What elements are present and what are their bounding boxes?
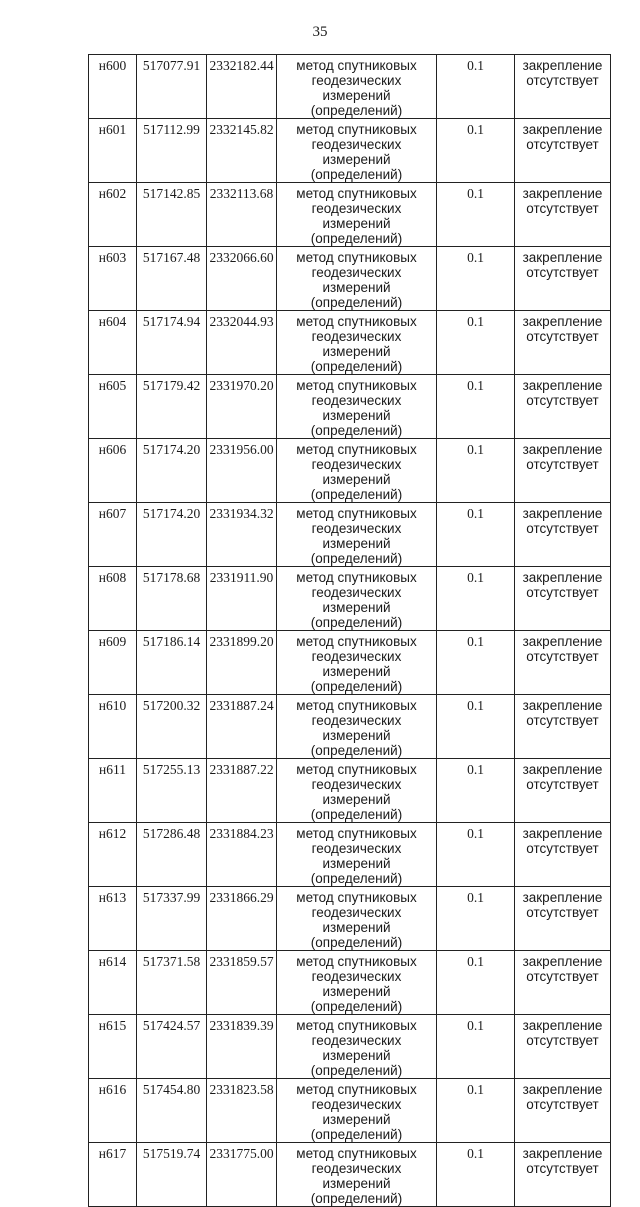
fixation-line: отсутствует [526,777,599,792]
coordinates-table-body [89,55,611,1207]
point-id-cell: н614 [89,951,137,1015]
method-line: геодезических измерений [311,713,402,743]
point-id-cell: н603 [89,247,137,311]
x-coordinate-cell: 517519.74 [137,1143,207,1207]
table-row [89,311,611,375]
y-coordinate-cell: 2331887.22 [207,759,277,823]
table-row [89,887,611,951]
point-id-cell: н609 [89,631,137,695]
table-row [89,759,611,823]
y-coordinate-cell: 2331823.58 [207,1079,277,1143]
fixation-line: закрепление [522,826,603,841]
method-line: метод спутниковых [296,826,417,841]
fixation-line: отсутствует [526,521,599,536]
fixation-line: закрепление [522,762,603,777]
method-line: геодезических измерений [311,585,402,615]
method-cell [277,439,437,503]
accuracy-cell: 0.1 [437,567,515,631]
method-cell [277,759,437,823]
accuracy-cell: 0.1 [437,311,515,375]
method-line: геодезических измерений [311,969,402,999]
page-number: 35 [312,24,328,40]
fixation-line: закрепление [522,122,603,137]
method-cell [277,1079,437,1143]
accuracy-cell: 0.1 [437,1143,515,1207]
point-id-cell: н617 [89,1143,137,1207]
accuracy-cell: 0.1 [437,695,515,759]
x-coordinate-cell: 517255.13 [137,759,207,823]
x-coordinate-cell: 517454.80 [137,1079,207,1143]
method-cell [277,631,437,695]
table-row [89,1015,611,1079]
table-row [89,695,611,759]
fixation-cell [515,951,611,1015]
point-id-cell: н608 [89,567,137,631]
coordinates-table [88,54,611,1207]
table-row [89,1143,611,1207]
method-line: (определений) [310,807,403,822]
method-line: метод спутниковых [296,1146,417,1161]
point-id-cell: н613 [89,887,137,951]
table-row [89,1079,611,1143]
fixation-line: отсутствует [526,649,599,664]
y-coordinate-cell: 2331934.32 [207,503,277,567]
fixation-line: закрепление [522,1018,603,1033]
accuracy-cell: 0.1 [437,119,515,183]
accuracy-cell: 0.1 [437,375,515,439]
method-line: метод спутниковых [296,442,417,457]
fixation-cell [515,759,611,823]
fixation-line: отсутствует [526,73,599,88]
y-coordinate-cell: 2331911.90 [207,567,277,631]
method-line: метод спутниковых [296,570,417,585]
x-coordinate-cell: 517112.99 [137,119,207,183]
fixation-line: отсутствует [526,905,599,920]
accuracy-cell: 0.1 [437,759,515,823]
table-row [89,439,611,503]
fixation-line: отсутствует [526,329,599,344]
method-line: геодезических измерений [311,1033,402,1063]
y-coordinate-cell: 2332182.44 [207,55,277,119]
fixation-cell [515,823,611,887]
method-line: геодезических измерений [311,265,402,295]
method-line: метод спутниковых [296,634,417,649]
method-line: (определений) [310,103,403,118]
method-line: метод спутниковых [296,314,417,329]
method-line: метод спутниковых [296,58,417,73]
method-line: метод спутниковых [296,954,417,969]
method-cell [277,1143,437,1207]
point-id-cell: н616 [89,1079,137,1143]
x-coordinate-cell: 517179.42 [137,375,207,439]
y-coordinate-cell: 2332066.60 [207,247,277,311]
table-row [89,183,611,247]
fixation-line: закрепление [522,506,603,521]
fixation-line: закрепление [522,442,603,457]
y-coordinate-cell: 2331866.29 [207,887,277,951]
x-coordinate-cell: 517424.57 [137,1015,207,1079]
point-id-cell: н601 [89,119,137,183]
fixation-cell [515,567,611,631]
method-cell [277,951,437,1015]
fixation-line: закрепление [522,378,603,393]
fixation-cell [515,119,611,183]
method-line: (определений) [310,743,403,758]
fixation-line: закрепление [522,634,603,649]
fixation-cell [515,247,611,311]
fixation-line: отсутствует [526,841,599,856]
method-line: геодезических измерений [311,201,402,231]
point-id-cell: н611 [89,759,137,823]
accuracy-cell: 0.1 [437,183,515,247]
fixation-line: закрепление [522,570,603,585]
method-line: геодезических измерений [311,1097,402,1127]
y-coordinate-cell: 2332044.93 [207,311,277,375]
method-cell [277,567,437,631]
accuracy-cell: 0.1 [437,631,515,695]
fixation-line: закрепление [522,1146,603,1161]
x-coordinate-cell: 517174.94 [137,311,207,375]
point-id-cell: н605 [89,375,137,439]
fixation-line: отсутствует [526,137,599,152]
method-line: (определений) [310,359,403,374]
y-coordinate-cell: 2331775.00 [207,1143,277,1207]
method-cell [277,1015,437,1079]
fixation-line: отсутствует [526,1033,599,1048]
accuracy-cell: 0.1 [437,503,515,567]
method-line: геодезических измерений [311,73,402,103]
point-id-cell: н600 [89,55,137,119]
method-line: метод спутниковых [296,698,417,713]
fixation-cell [515,375,611,439]
table-row [89,119,611,183]
accuracy-cell: 0.1 [437,55,515,119]
fixation-line: отсутствует [526,969,599,984]
method-line: (определений) [310,1127,403,1142]
accuracy-cell: 0.1 [437,439,515,503]
point-id-cell: н610 [89,695,137,759]
method-line: метод спутниковых [296,378,417,393]
y-coordinate-cell: 2331970.20 [207,375,277,439]
fixation-line: отсутствует [526,393,599,408]
method-line: геодезических измерений [311,457,402,487]
fixation-line: отсутствует [526,265,599,280]
point-id-cell: н602 [89,183,137,247]
fixation-cell [515,1079,611,1143]
method-cell [277,55,437,119]
table-row [89,823,611,887]
method-line: геодезических измерений [311,521,402,551]
method-line: (определений) [310,231,403,246]
fixation-line: закрепление [522,698,603,713]
accuracy-cell: 0.1 [437,1015,515,1079]
method-cell [277,887,437,951]
y-coordinate-cell: 2331839.39 [207,1015,277,1079]
method-line: (определений) [310,1063,403,1078]
fixation-line: отсутствует [526,457,599,472]
fixation-line: отсутствует [526,201,599,216]
method-line: (определений) [310,999,403,1014]
fixation-line: закрепление [522,58,603,73]
table-row [89,951,611,1015]
method-line: метод спутниковых [296,762,417,777]
accuracy-cell: 0.1 [437,823,515,887]
fixation-line: отсутствует [526,1097,599,1112]
method-line: геодезических измерений [311,777,402,807]
method-cell [277,823,437,887]
fixation-cell [515,887,611,951]
accuracy-cell: 0.1 [437,887,515,951]
fixation-cell [515,503,611,567]
x-coordinate-cell: 517286.48 [137,823,207,887]
method-line: геодезических измерений [311,649,402,679]
fixation-line: отсутствует [526,1161,599,1176]
method-line: геодезических измерений [311,393,402,423]
method-cell [277,247,437,311]
x-coordinate-cell: 517142.85 [137,183,207,247]
x-coordinate-cell: 517371.58 [137,951,207,1015]
fixation-line: отсутствует [526,585,599,600]
point-id-cell: н607 [89,503,137,567]
fixation-line: закрепление [522,890,603,905]
fixation-line: отсутствует [526,713,599,728]
point-id-cell: н612 [89,823,137,887]
method-line: (определений) [310,295,403,310]
point-id-cell: н604 [89,311,137,375]
method-line: метод спутниковых [296,186,417,201]
x-coordinate-cell: 517077.91 [137,55,207,119]
method-line: метод спутниковых [296,890,417,905]
fixation-cell [515,631,611,695]
table-row [89,567,611,631]
method-line: геодезических измерений [311,329,402,359]
x-coordinate-cell: 517337.99 [137,887,207,951]
method-line: геодезических измерений [311,1161,402,1191]
x-coordinate-cell: 517174.20 [137,439,207,503]
y-coordinate-cell: 2331956.00 [207,439,277,503]
y-coordinate-cell: 2331884.23 [207,823,277,887]
method-line: (определений) [310,1191,403,1206]
fixation-line: закрепление [522,186,603,201]
table-row [89,247,611,311]
method-cell [277,375,437,439]
method-line: (определений) [310,551,403,566]
x-coordinate-cell: 517174.20 [137,503,207,567]
x-coordinate-cell: 517186.14 [137,631,207,695]
method-line: метод спутниковых [296,506,417,521]
method-line: (определений) [310,871,403,886]
x-coordinate-cell: 517200.32 [137,695,207,759]
table-row [89,631,611,695]
method-line: (определений) [310,487,403,502]
fixation-cell [515,1015,611,1079]
y-coordinate-cell: 2332145.82 [207,119,277,183]
method-line: геодезических измерений [311,841,402,871]
method-line: (определений) [310,167,403,182]
method-line: (определений) [310,423,403,438]
fixation-line: закрепление [522,1082,603,1097]
fixation-cell [515,1143,611,1207]
accuracy-cell: 0.1 [437,247,515,311]
method-cell [277,503,437,567]
method-cell [277,119,437,183]
method-cell [277,695,437,759]
fixation-cell [515,439,611,503]
fixation-cell [515,311,611,375]
fixation-cell [515,695,611,759]
table-row [89,55,611,119]
fixation-line: закрепление [522,250,603,265]
y-coordinate-cell: 2332113.68 [207,183,277,247]
method-line: (определений) [310,679,403,694]
method-line: метод спутниковых [296,1082,417,1097]
accuracy-cell: 0.1 [437,951,515,1015]
y-coordinate-cell: 2331899.20 [207,631,277,695]
fixation-cell [515,55,611,119]
fixation-line: закрепление [522,314,603,329]
point-id-cell: н615 [89,1015,137,1079]
method-line: метод спутниковых [296,250,417,265]
y-coordinate-cell: 2331859.57 [207,951,277,1015]
fixation-line: закрепление [522,954,603,969]
method-line: геодезических измерений [311,905,402,935]
accuracy-cell: 0.1 [437,1079,515,1143]
table-row [89,375,611,439]
fixation-cell [515,183,611,247]
method-line: метод спутниковых [296,122,417,137]
x-coordinate-cell: 517167.48 [137,247,207,311]
x-coordinate-cell: 517178.68 [137,567,207,631]
method-line: (определений) [310,935,403,950]
table-row [89,503,611,567]
method-cell [277,183,437,247]
method-cell [277,311,437,375]
y-coordinate-cell: 2331887.24 [207,695,277,759]
method-line: геодезических измерений [311,137,402,167]
method-line: метод спутниковых [296,1018,417,1033]
method-line: (определений) [310,615,403,630]
point-id-cell: н606 [89,439,137,503]
